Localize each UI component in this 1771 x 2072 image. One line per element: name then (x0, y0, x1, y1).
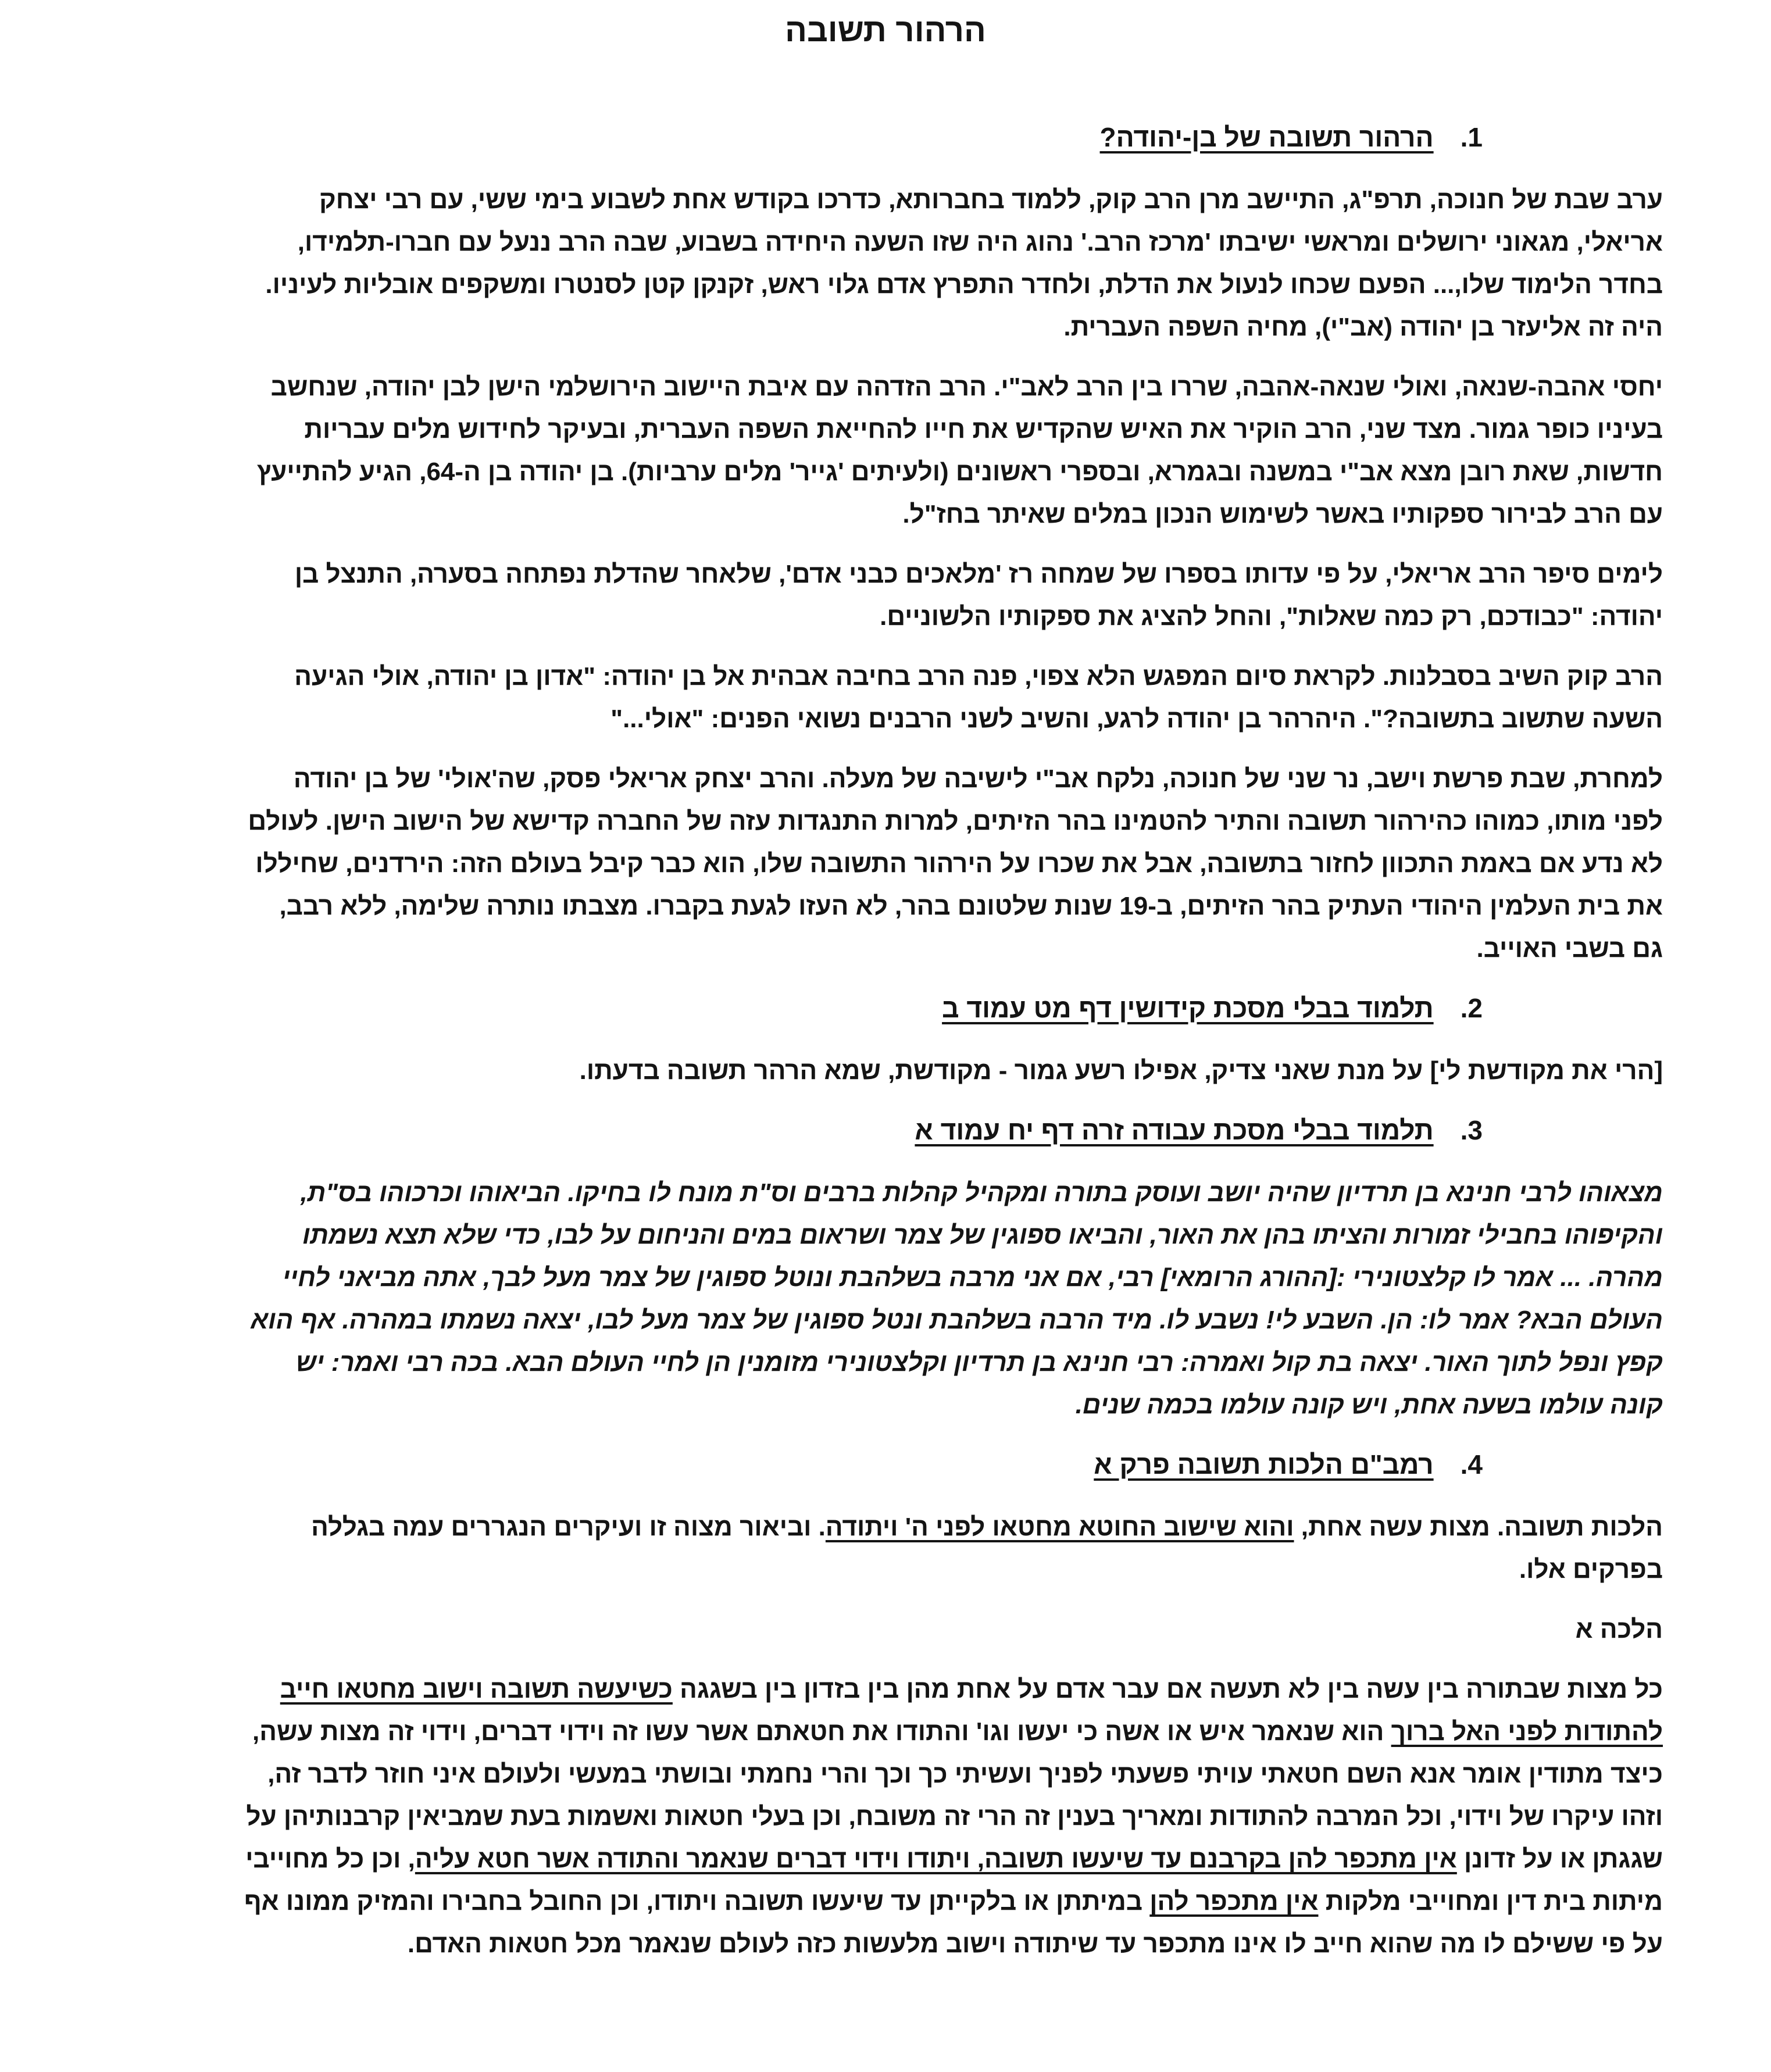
paragraph: הרב קוק השיב בסבלנות. לקראת סיום המפגש הלא צפוי, פנה הרב בחיבה אבהית אל בן יהודה: "אדון בן יהודה, אולי הגיעה השעה שתשוב בתשובה?". היהרהר בן יהודה לרגע, והשיב לשני הרבנים נשואי הפנים: "אולי..." (294, 662, 1663, 733)
paragraph: לימים סיפר הרב אריאלי, על פי עדותו בספרו של שמחה רז 'מלאכים כבני אדם', שלאחר שהדלת נפתחה בסערה, התנצל בן יהודה: "כבודכם, רק כמה שאלות", והחל להציג את ספקותיו הלשוניים. (294, 560, 1663, 631)
page-title: הרהור תשובה (785, 12, 986, 48)
text-run: . וביאור מצוה זו ועיקרים הנגררים עמה בגללה בפרקים אלו. (311, 1513, 1663, 1584)
underlined-text: כשיעשה תשובה וישוב מחטאו חייב להתודות לפני האל ברוך (280, 1675, 1663, 1746)
section-title: הרהור תשובה של בן-יהודה? (1099, 122, 1434, 152)
section-1-heading (244, 116, 1663, 159)
section-title: רמב"ם הלכות תשובה פרק א (1094, 1449, 1434, 1480)
section-number: 4. (1460, 1449, 1483, 1480)
underlined-text: אין מתכפר להן (1149, 1887, 1319, 1916)
text-run: כל מצות שבתורה בין עשה בין לא תעשה אם עבר אדם על אחת מהן בין בזדון בין בשגגה (672, 1675, 1663, 1703)
section-3-heading (244, 1109, 1663, 1152)
section-4-heading (244, 1444, 1663, 1486)
paragraph: מצאוהו לרבי חנינא בן תרדיון שהיה יושב ועוסק בתורה ומקהיל קהלות ברבים וס"ת מונח לו בחיקו. הביאוהו וכרכוהו בס"ת, והקיפוהו בחבילי זמורות והציתו בהן את האור, והביאו ספוגין של צמר ושראום במים והניחום על לבו, כדי שלא תצא נשמתו מהרה. ... אמר לו קלצטונירי :[ההורג הרומאי] רבי, אם אני מרבה בשלהבת ונוטל ספוגין של צמר מעל לבך, אתה מביאני לחיי העולם הבא? אמר לו: הן. השבע לי! נשבע לו. מיד הרבה בשלהבת ונטל ספוגין של צמר מעל לבו, יצאה נשמתו במהרה. אף הוא קפץ ונפל לתוך האור. יצאה בת קול ואמרה: רבי חנינא בן תרדיון וקלצטונירי מזומנין הן לחיי העולם הבא. בכה רבי ואמר: יש קונה עולמו בשעה אחת, ויש קונה עולמו בכמה שנים. (251, 1178, 1663, 1419)
underlined-text: והוא שישוב החוטא מחטאו לפני ה' ויתודה (825, 1513, 1294, 1541)
section-title: תלמוד בבלי מסכת עבודה זרה דף יח עמוד א (915, 1115, 1434, 1145)
section-number: 2. (1460, 993, 1483, 1023)
section-title: תלמוד בבלי מסכת קידושין דף מט עמוד ב (942, 993, 1434, 1023)
text-run: , וכן כל מחוייבי מיתות בית דין ומחוייבי מלקות (245, 1845, 1663, 1916)
paragraph: [הרי את מקודשת לי] על מנת שאני צדיק, אפילו רשע גמור - מקודשת, שמא הרהר תשובה בדעתו. (579, 1056, 1663, 1085)
paragraph (244, 1506, 1663, 1591)
paragraph: ערב שבת של חנוכה, תרפ"ג, התיישב מרן הרב קוק, ללמוד בחברותא, כדרכו בקודש אחת לשבוע בימי ששי, עם רבי יצחק אריאלי, מגאוני ירושלים ומראשי ישיבתו 'מרכז הרב.' נהוג היה שזו השעה היחידה בשבוע, שבה הרב ננעל עם חברו-תלמידו, בחדר הלימוד שלו,... הפעם שכחו לנעול את הדלת, ולחדר התפרץ אדם גלוי ראש, זקנקן קטן לסנטרו ומשקפים אובליות לעיניו. היה זה אליעזר בן יהודה (אב"י), מחיה השפה העברית. (265, 185, 1663, 341)
text-run: במיתתן או בלקייתן עד שיעשו תשובה ויתודו, וכן החובל בחבירו והמזיק ממונו אף על פי ששילם לו מה שהוא חייב לו אינו מתכפר עד שיתודה וישוב מלעשות כזה לעולם שנאמר מכל חטאות האדם. (244, 1887, 1663, 1958)
section-2-heading (244, 987, 1663, 1030)
section-number: 1. (1460, 122, 1483, 152)
document-content (244, 116, 1663, 1982)
paragraph: למחרת, שבת פרשת וישב, נר שני של חנוכה, נלקח אב"י לישיבה של מעלה. והרב יצחק אריאלי פסק, שה'אולי' של בן יהודה לפני מותו, כמוהו כהירהור תשובה והתיר להטמינו בהר הזיתים, למרות התנגדות עזה של החברה קדישא של הישוב הישן. לעולם לא נדע אם באמת התכוון לחזור בתשובה, אבל את שכרו על הירהור התשובה שלו, הוא כבר קיבל בעולם הזה: הירדנים, שחיללו את בית העלמין היהודי העתיק בהר הזיתים, ב-19 שנות שלטונם בהר, לא העזו לגעת בקברו. מצבתו נותרה שלימה, ללא רבב, גם בשבי האוייב. (248, 765, 1663, 963)
text-run: הוא שנאמר איש או אשה כי יעשו וגו' והתודו את חטאתם אשר עשו זה וידוי דברים, וידוי זה מצות עשה, כיצד מתודין אומר אנא השם חטאתי עויתי פשעתי לפניך ועשיתי כך וכך והרי נחמתי ובושתי במעשי ולעולם איני חוזר לדבר זה, וזהו עיקרו של וידוי, וכל המרבה להתודות ומאריך בענין זה הרי זה משובח, וכן בעלי חטאות ואשמות בעת שמביאין קרבנותיהן על שגגתן או על זדונן (246, 1717, 1663, 1873)
paragraph: יחסי אהבה-שנאה, ואולי שנאה-אהבה, שררו בין הרב לאב"י. הרב הזדהה עם איבת היישוב הירושלמי הישן לבן יהודה, שנחשב בעיניו כופר גמור. מצד שני, הרב הוקיר את האיש שהקדיש את חייו להחייאת השפה העברית, ובעיקר לחידוש מלים עבריות חדשות, שאת רובן מצא אב"י במשנה ובגמרא, ובספרי ראשונים (ולעיתים 'גייר' מלים ערביות). בן יהודה בן ה-64, הגיע להתייעץ עם הרב לבירור ספקותיו באשר לשימוש הנכון במלים שאיתר בחז"ל. (256, 373, 1663, 528)
halacha-label: הלכה א (1575, 1615, 1663, 1644)
paragraph (244, 1668, 1663, 1965)
text-run: הלכות תשובה. מצות עשה אחת, (1294, 1513, 1663, 1541)
underlined-text: אין מתכפר להן בקרבנם עד שיעשו תשובה, ויתודו וידוי דברים שנאמר והתודה אשר חטא עליה (415, 1845, 1457, 1873)
section-number: 3. (1460, 1115, 1483, 1145)
